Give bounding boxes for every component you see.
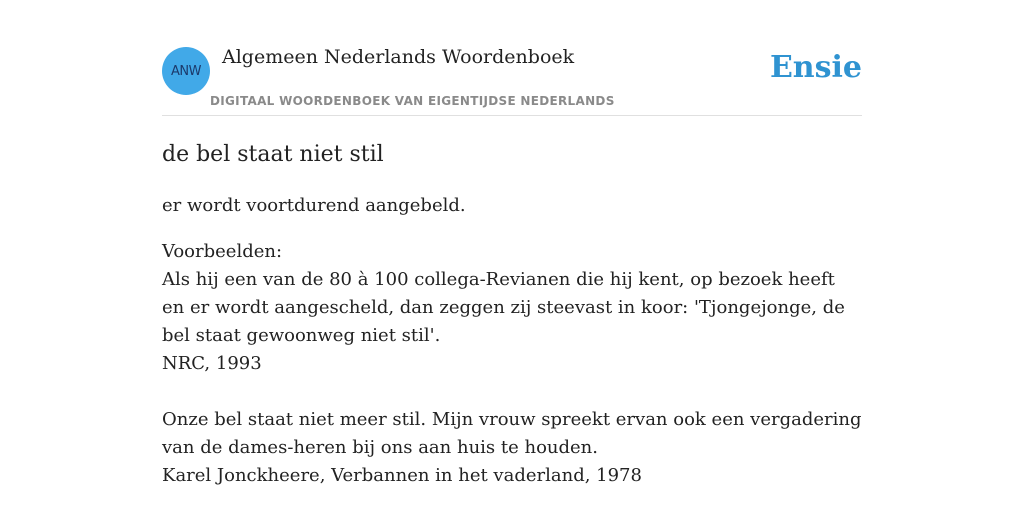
anw-logo[interactable]: [162, 47, 210, 95]
example-text: Onze bel staat niet meer stil. Mijn vrouw spreekt ervan ook een vergadering van de dames-heren bij ons aan huis te houden.: [162, 409, 862, 458]
examples-label: Voorbeelden:: [162, 241, 283, 262]
examples-section: [162, 238, 862, 490]
example-item: [162, 266, 862, 378]
example-item: [162, 406, 862, 490]
example-source: Karel Jonckheere, Verbannen in het vaderland, 1978: [162, 465, 642, 486]
logo-text: ANW: [171, 63, 201, 79]
example-text: Als hij een van de 80 à 100 collega-Revianen die hij kent, op bezoek heeft en er wordt aangescheld, dan zeggen zij steevast in koor: 'Tjongejonge, de bel staat gewoonweg niet stil'.: [162, 269, 845, 346]
example-source: NRC, 1993: [162, 353, 262, 374]
site-subtitle: DIGITAAL WOORDENBOEK VAN EIGENTIJDSE NEDERLANDS: [210, 94, 615, 108]
entry-definition: er wordt voortdurend aangebeld.: [162, 195, 466, 216]
site-header: [162, 0, 862, 116]
example-separator: [162, 378, 862, 406]
entry-term: de bel staat niet stil: [162, 142, 384, 167]
site-title[interactable]: Algemeen Nederlands Woordenboek: [222, 46, 575, 68]
ensie-brand-link[interactable]: Ensie: [769, 50, 862, 85]
